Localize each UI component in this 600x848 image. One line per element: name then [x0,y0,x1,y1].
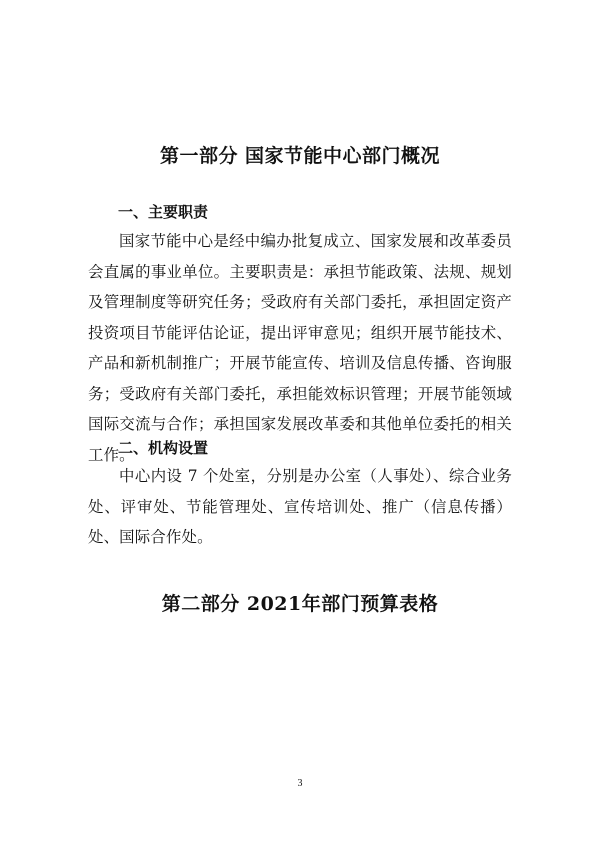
part-one-title: 第一部分 国家节能中心部门概况 [159,145,441,167]
section-heading-main-duties: 一、主要职责 [118,203,209,221]
section-heading-organization: 二、机构设置 [118,439,209,457]
page-number: 3 [297,778,303,789]
part-two-title: 第二部分 2021年部门预算表格 [161,593,439,615]
section-body-main-duties: 国家节能中心是经中编办批复成立、国家发展和改革委员会直属的事业单位。主要职责是：承担节能政策、法规、规划及管理制度等研究任务；受政府有关部门委托，承担固定资产投资项目节能评估论证，提出评审意见；组织开展节能技术、产品和新机制推广；开展节能宣传、培训及信息传播、咨询服务；受政府有关部门委托，承担能效标识管理；开展节能领域国际交流与合作；承担国家发展改革委和其他单位委托的相关工作。 [88,232,512,464]
section-body-organization: 中心内设 7 个处室，分别是办公室（人事处）、综合业务处、评审处、节能管理处、宣传培训处、推广（信息传播）处、国际合作处。 [88,467,512,546]
